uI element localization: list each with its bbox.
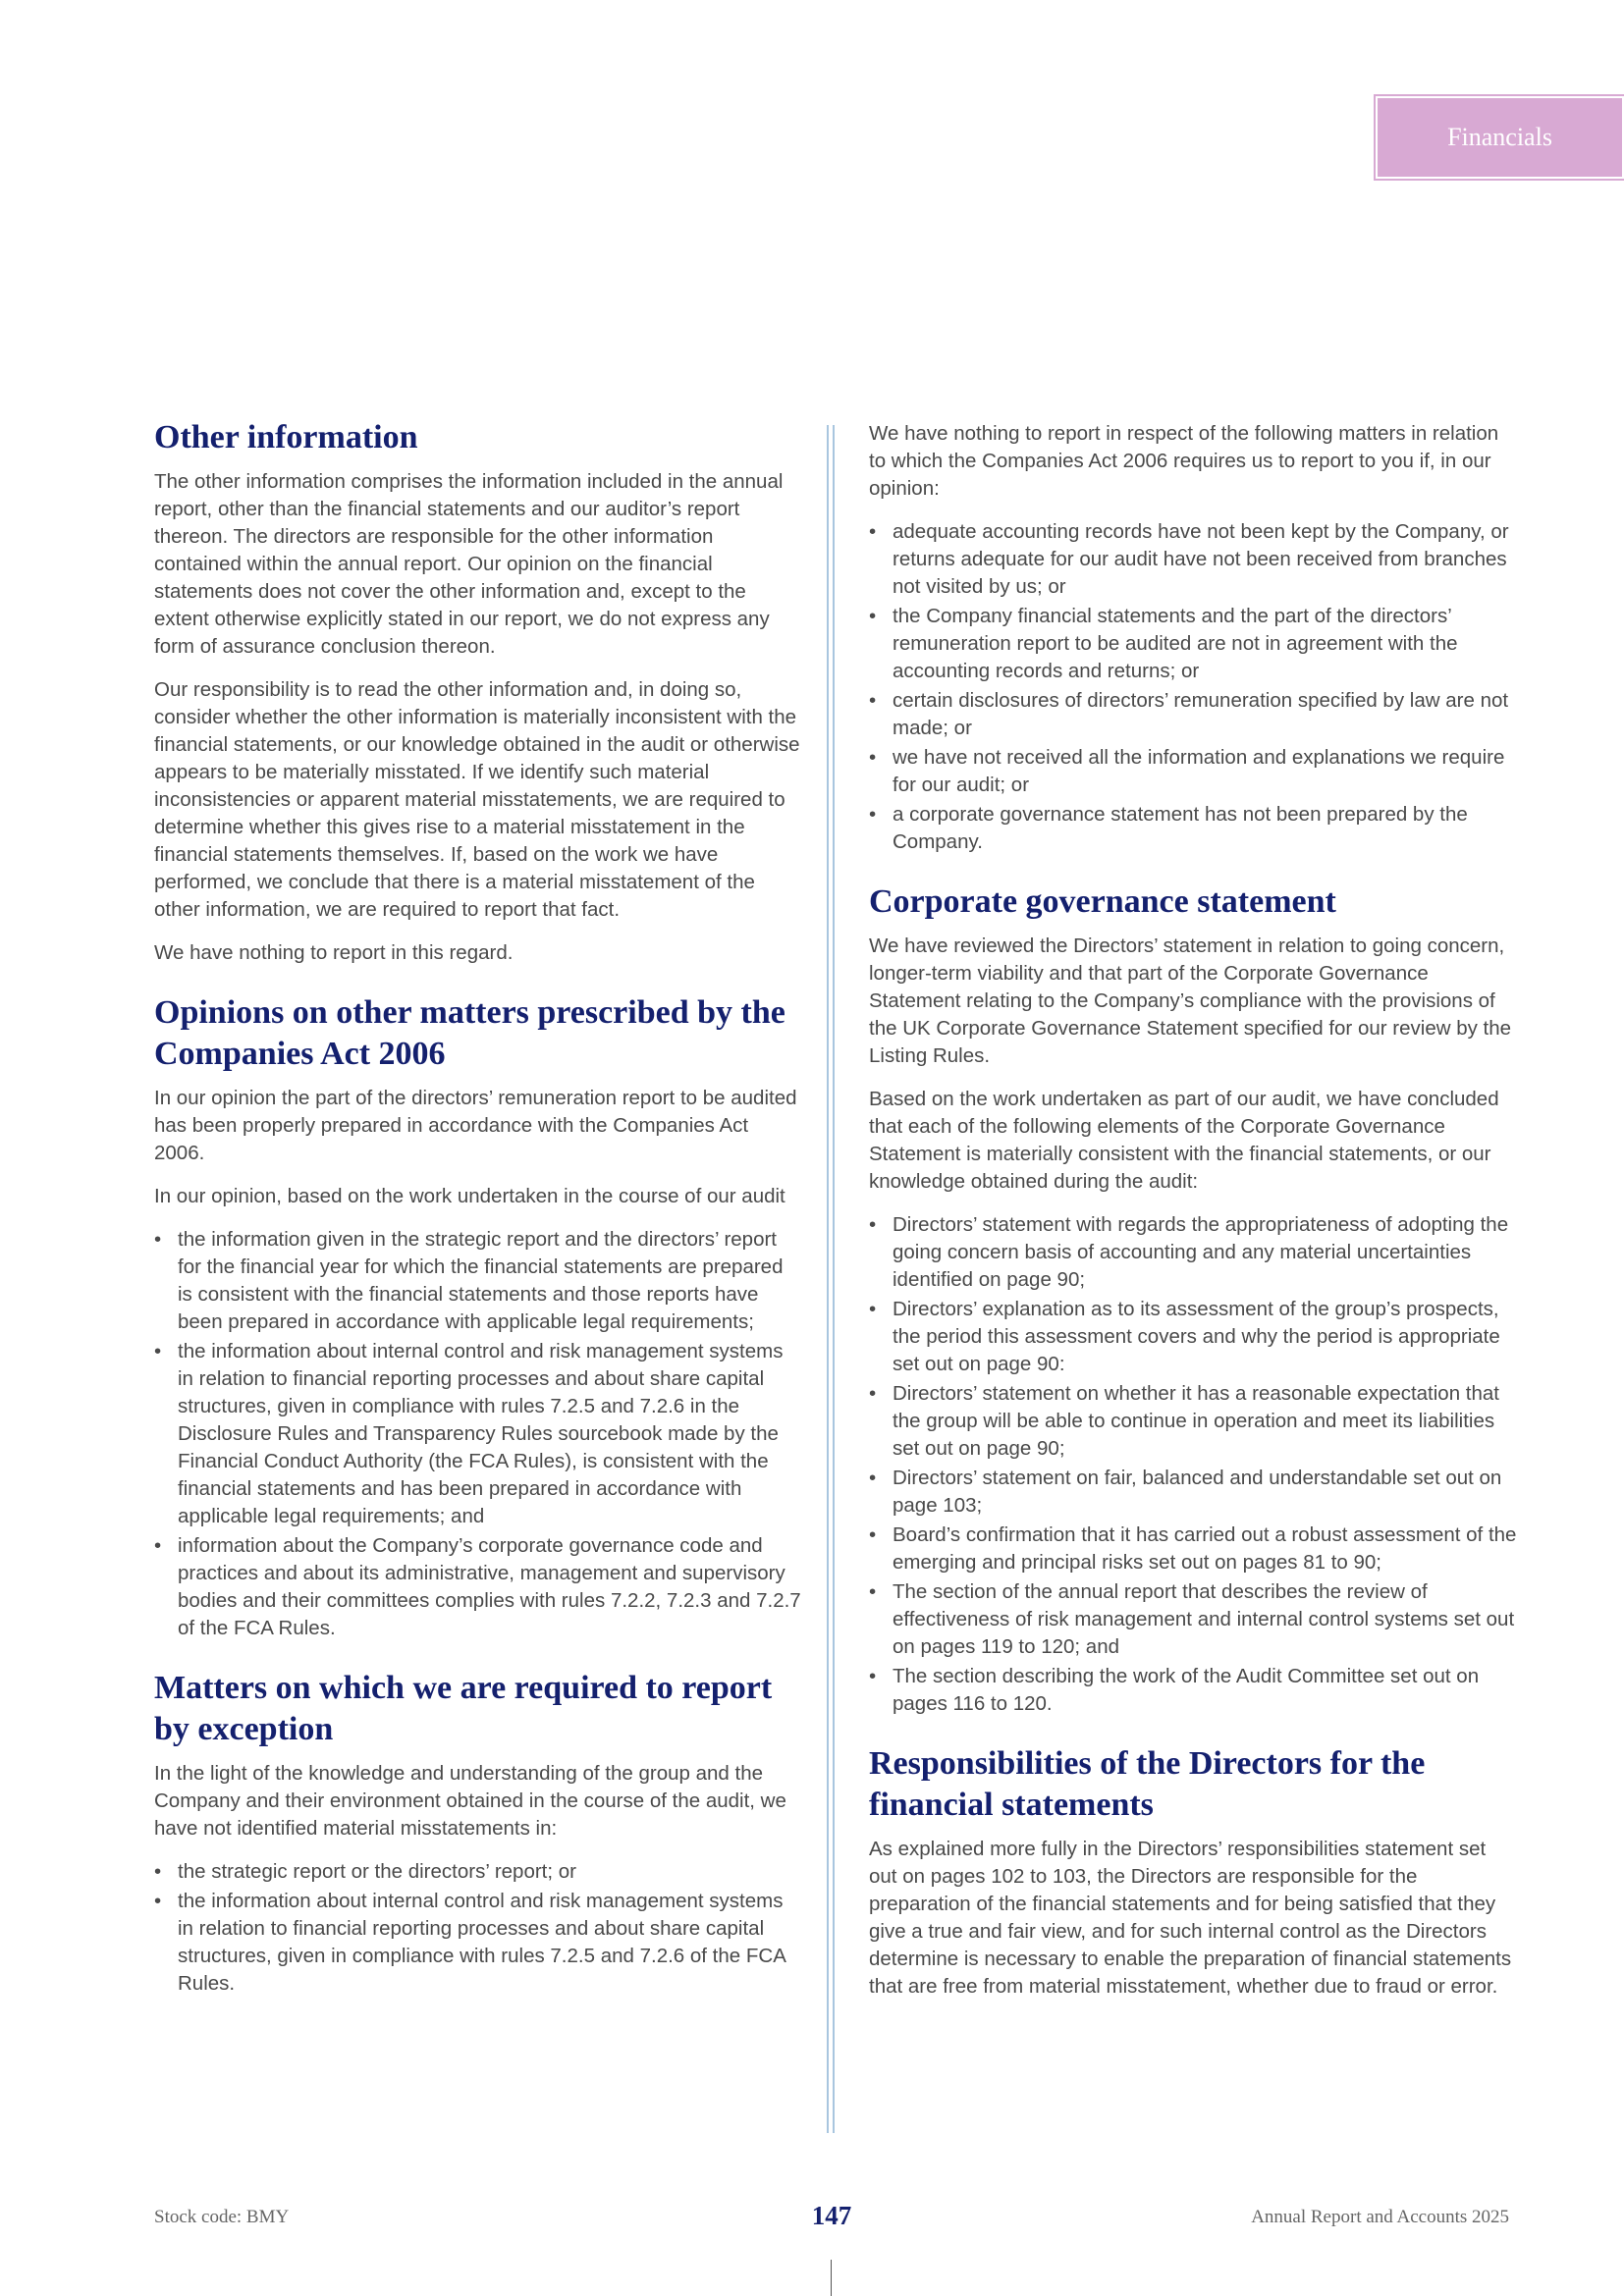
heading-report-by-exception: Matters on which we are required to report by exception <box>154 1670 773 1747</box>
bullet-list <box>154 1858 802 1998</box>
list-item: • Board’s confirmation that it has carried out a robust assessment of the emerging and principal risks set out on pages 81 to 90; <box>869 1522 1517 1576</box>
list-item: • the information about internal control and risk management systems in relation to financial reporting processes and about share capital structures, given in compliance with rules 7.2.5 and 7.2.6 in the Disclosure Rules and Transparency Rules sourcebook made by the Financial Conduct Authority (the FCA Rules), is consistent with the financial statements and has been prepared in accordance with applicable legal requirements; and <box>154 1338 802 1530</box>
list-item: • The section describing the work of the Audit Committee set out on pages 116 to 120. <box>869 1663 1517 1718</box>
paragraph: We have nothing to report in this regard. <box>154 941 514 964</box>
stock-code: Stock code: BMY <box>154 2207 290 2227</box>
bullet-list <box>869 1211 1517 1718</box>
section-tab-financials: Financials <box>1376 96 1624 179</box>
paragraph: The other information comprises the information included in the annual report, other than the financial statements and our auditor’s report thereon. The directors are responsible for the other information contained within the annual report. Our opinion on the financial statements does not cover the other information and, except to the extent otherwise explicitly stated in our report, we do not express any form of assurance conclusion thereon. <box>154 470 784 658</box>
page-number: 147 <box>811 2201 852 2230</box>
list-item: • Directors’ statement with regards the appropriateness of adopting the going concern basis of accounting and any material uncertainties identified on page 90; <box>869 1211 1517 1294</box>
paragraph: Based on the work undertaken as part of our audit, we have concluded that each of the following elements of the Corporate Governance Statement is materially consistent with the financial statements, or our knowledge obtained during the audit: <box>869 1088 1499 1193</box>
heading-corporate-governance: Corporate governance statement <box>869 883 1336 920</box>
paragraph: We have nothing to report in respect of the following matters in relation to which the Companies Act 2006 requires us to report to you if, in our opinion: <box>869 422 1499 500</box>
list-item: • the strategic report or the directors’ report; or <box>154 1858 802 1886</box>
heading-directors-responsibilities: Responsibilities of the Directors for the financial statements <box>869 1745 1426 1823</box>
list-item: • Directors’ statement on whether it has a reasonable expectation that the group will be able to continue in operation and meet its liabilities set out on page 90; <box>869 1380 1517 1463</box>
right-column <box>869 420 1517 2016</box>
paragraph: In our opinion, based on the work undertaken in the course of our audit <box>154 1185 785 1207</box>
list-item: • The section of the annual report that describes the review of effectiveness of risk management and internal control systems set out on pages 119 to 120; and <box>869 1578 1517 1661</box>
heading-opinions-other-matters: Opinions on other matters prescribed by the Companies Act 2006 <box>154 994 785 1072</box>
list-item: • Directors’ explanation as to its assessment of the group’s prospects, the period this assessment covers and why the period is appropriate set out on page 90: <box>869 1296 1517 1378</box>
list-item: • Directors’ statement on fair, balanced and understandable set out on page 103; <box>869 1465 1517 1520</box>
list-item: • certain disclosures of directors’ remuneration specified by law are not made; or <box>869 687 1517 742</box>
column-divider <box>827 425 835 2133</box>
bullet-list <box>869 518 1517 856</box>
page-marker-line <box>831 2260 832 2296</box>
paragraph: In our opinion the part of the directors’ remuneration report to be audited has been properly prepared in accordance with the Companies Act 2006. <box>154 1087 797 1164</box>
paragraph: In the light of the knowledge and understanding of the group and the Company and their environment obtained in the course of the audit, we have not identified material misstatements in: <box>154 1762 786 1840</box>
list-item: • the Company financial statements and the part of the directors’ remuneration report to be audited are not in agreement with the accounting records and returns; or <box>869 603 1517 685</box>
heading-other-information: Other information <box>154 419 418 455</box>
list-item: • we have not received all the information and explanations we require for our audit; or <box>869 744 1517 799</box>
left-column <box>154 417 802 2013</box>
report-title: Annual Report and Accounts 2025 <box>1251 2207 1509 2227</box>
list-item: • a corporate governance statement has not been prepared by the Company. <box>869 801 1517 856</box>
list-item: • the information about internal control and risk management systems in relation to financial reporting processes and about share capital structures, given in compliance with rules 7.2.5 and 7.2.6 of the FCA Rules. <box>154 1888 802 1998</box>
list-item: • information about the Company’s corporate governance code and practices and about its administrative, management and supervisory bodies and their committees complies with rules 7.2.2, 7.2.3 and 7.2.7 of the FCA Rules. <box>154 1532 802 1642</box>
paragraph: We have reviewed the Directors’ statement in relation to going concern, longer-term viability and that part of the Corporate Governance Statement relating to the Company’s compliance with the provisions of the UK Corporate Governance Statement specified for our review by the Listing Rules. <box>869 934 1512 1067</box>
list-item: • the information given in the strategic report and the directors’ report for the financial year for which the financial statements are prepared is consistent with the financial statements and those reports have been prepared in accordance with applicable legal requirements; <box>154 1226 802 1336</box>
bullet-list <box>154 1226 802 1642</box>
paragraph: Our responsibility is to read the other information and, in doing so, consider whether the other information is materially inconsistent with the financial statements, or our knowledge obtained in the audit or otherwise appears to be materially misstated. If we identify such material inconsistencies or apparent material misstatements, we are required to determine whether this gives rise to a material misstatement in the financial statements themselves. If, based on the work we have performed, we conclude that there is a material misstatement of the other information, we are required to report that fact. <box>154 678 800 921</box>
paragraph: As explained more fully in the Directors’ responsibilities statement set out on pages 102 to 103, the Directors are responsible for the preparation of the financial statements and for being satisfied that they give a true and fair view, and for such internal control as the Directors determine is necessary to enable the preparation of financial statements that are free from material misstatement, whether due to fraud or error. <box>869 1838 1512 1998</box>
list-item: • adequate accounting records have not been kept by the Company, or returns adequate for our audit have not been received from branches not visited by us; or <box>869 518 1517 601</box>
